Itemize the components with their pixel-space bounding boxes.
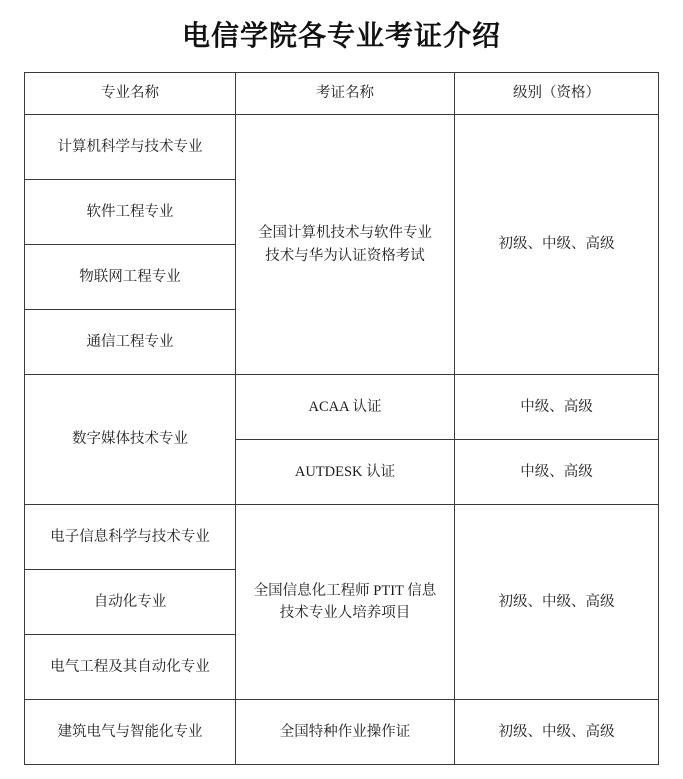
table-row xyxy=(25,115,659,180)
level-value: 中级、高级 xyxy=(455,375,659,440)
column-header-certificate: 考证名称 xyxy=(236,73,455,115)
major-name: 通信工程专业 xyxy=(25,310,236,375)
level-value: 初级、中级、高级 xyxy=(455,700,659,765)
major-name: 物联网工程专业 xyxy=(25,245,236,310)
level-value: 中级、高级 xyxy=(455,440,659,505)
table-row xyxy=(25,505,659,570)
certificate-name: 全国特种作业操作证 xyxy=(236,700,455,765)
table-header-row xyxy=(25,73,659,115)
certificate-line: 技术专业人培养项目 xyxy=(279,605,411,621)
certificate-line: 全国计算机技术与软件专业 xyxy=(258,225,432,242)
certificate-name xyxy=(236,115,455,375)
level-value: 初级、中级、高级 xyxy=(455,115,659,375)
major-name: 电子信息科学与技术专业 xyxy=(25,505,236,570)
major-name: 建筑电气与智能化专业 xyxy=(25,700,236,765)
major-name: 软件工程专业 xyxy=(25,180,236,245)
table-row xyxy=(25,375,659,440)
major-name: 计算机科学与技术专业 xyxy=(25,115,236,180)
major-name: 数字媒体技术专业 xyxy=(25,375,236,505)
certificate-line: 技术与华为认证资格考试 xyxy=(265,247,425,264)
page-title: 电信学院各专业考证介绍 xyxy=(181,21,501,52)
certificate-line: 全国信息化工程师 PTIT 信息 xyxy=(253,582,437,599)
major-name: 自动化专业 xyxy=(25,570,236,635)
major-name: 电气工程及其自动化专业 xyxy=(25,635,236,700)
column-header-level: 级别（资格） xyxy=(455,73,659,115)
level-value: 初级、中级、高级 xyxy=(455,505,659,700)
certificate-name: AUTDESK 认证 xyxy=(236,440,455,505)
certificate-name xyxy=(236,505,455,700)
column-header-major: 专业名称 xyxy=(25,73,236,115)
table-row xyxy=(25,700,659,765)
certification-table xyxy=(24,72,659,765)
certificate-name: ACAA 认证 xyxy=(236,375,455,440)
document-page xyxy=(0,14,683,779)
